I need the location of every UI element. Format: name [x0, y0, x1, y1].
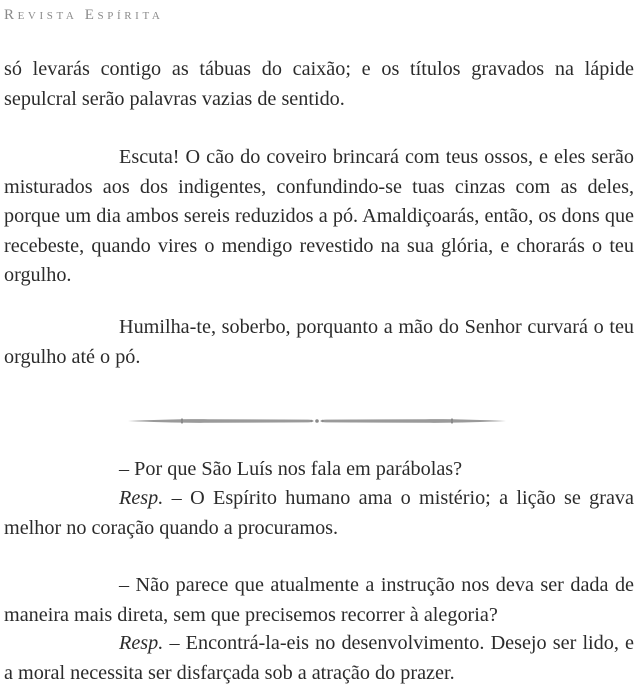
paragraph-3: [4, 313, 634, 372]
paragraph-2: [4, 143, 634, 291]
answer-1-label: Resp.: [119, 487, 164, 509]
paragraph-2-text: Escuta! O cão do coveiro brincará com teus ossos, e eles serão misturados aos dos indigentes, confundindo-se tuas cinzas com as deles, porque um dia ambos sereis reduzidos a pó. Amaldiçoarás, então, os dons que recebeste, quando vires o mendigo revestido na sua glória, e chorarás o teu orgulho.: [4, 146, 634, 286]
question-1-text: – Por que São Luís nos fala em parábolas?: [119, 458, 463, 480]
question-2: [4, 571, 634, 630]
paragraph-1: [4, 55, 634, 114]
running-header: Revista Espírita: [4, 7, 164, 23]
answer-2-label: Resp.: [119, 632, 164, 654]
question-1: [4, 455, 634, 485]
answer-2: [4, 629, 634, 688]
paragraph-1-text: só levarás contigo as tábuas do caixão; e os títulos gravados na lápide sepulcral serão palavras vazias de sentido.: [4, 58, 634, 110]
paragraph-3-text: Humilha-te, soberbo, porquanto a mão do Senhor curvará o teu orgulho até o pó.: [4, 316, 634, 368]
question-2-text: – Não parece que atualmente a instrução nos deva ser dada de maneira mais direta, sem que precisemos recorrer à alegoria?: [4, 574, 634, 626]
section-divider-ornament: [128, 414, 506, 428]
answer-1-text: – O Espírito humano ama o mistério; a lição se grava melhor no coração quando a procuramos.: [4, 487, 634, 539]
answer-1: [4, 484, 634, 543]
answer-2-text: – Encontrá-la-eis no desenvolvimento. Desejo ser lido, e a moral necessita ser disfarçada sob a atração do prazer.: [4, 632, 634, 684]
